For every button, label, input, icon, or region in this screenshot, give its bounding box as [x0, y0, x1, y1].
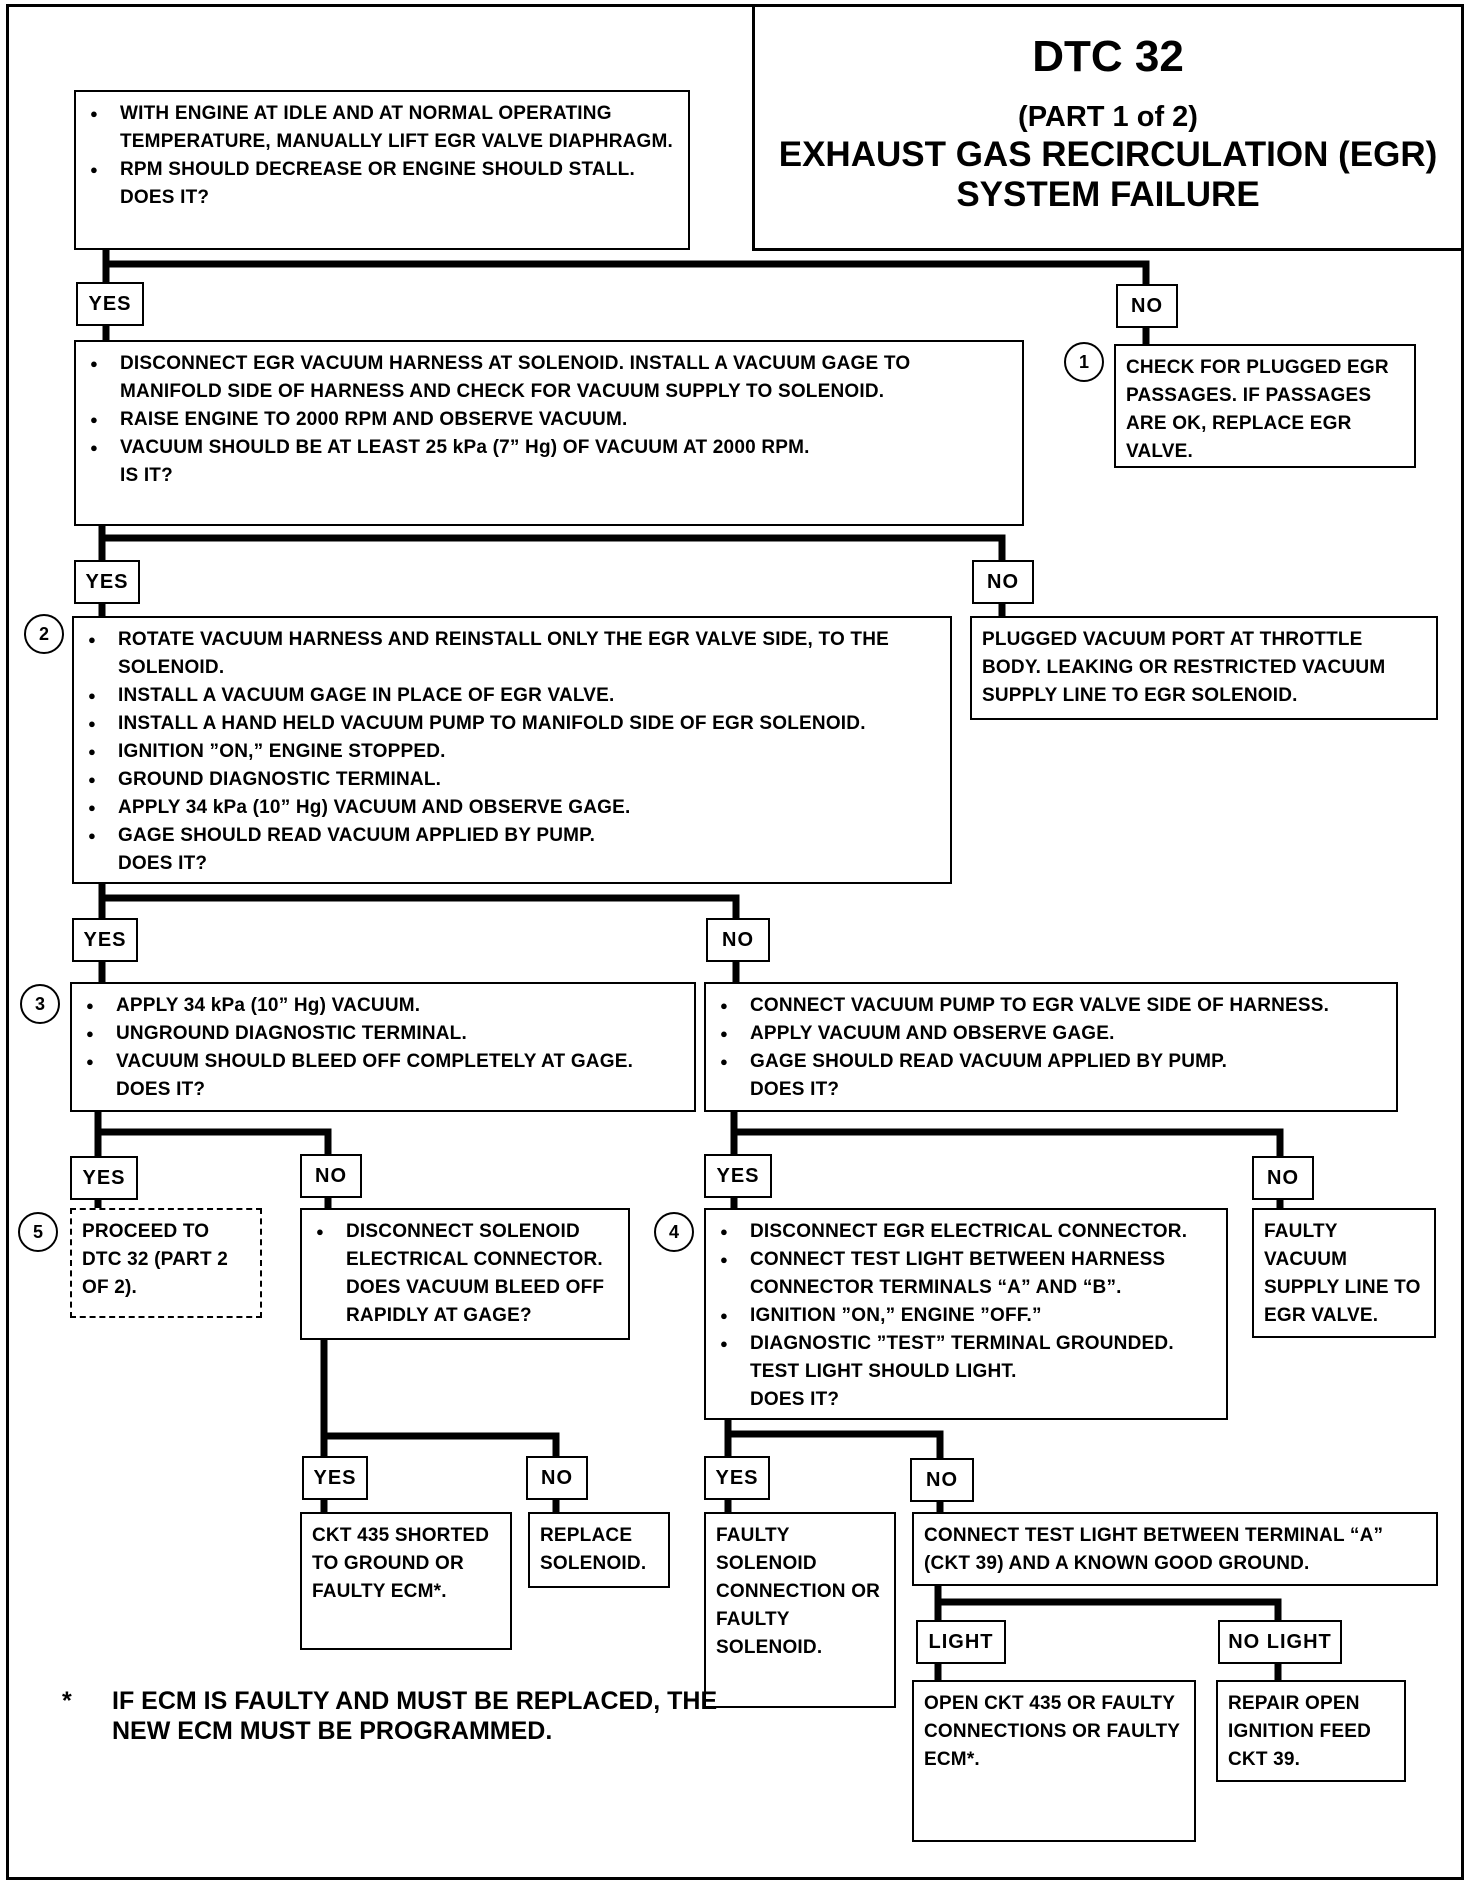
wire-pump — [734, 1112, 1280, 1158]
label-no: NO — [972, 560, 1034, 604]
list-item: ● RAISE ENGINE TO 2000 RPM AND OBSERVE VACUUM. — [86, 406, 1012, 434]
wire-check-vacuum — [102, 524, 1002, 562]
box-rotate-harness — [72, 616, 952, 884]
label-yes: YES — [704, 1456, 770, 1500]
title-block — [752, 5, 1461, 251]
list-item: ● APPLY VACUUM AND OBSERVE GAGE. — [716, 1020, 1386, 1048]
question: DOES IT? — [750, 1389, 840, 1410]
box-plugged-port — [970, 616, 1438, 720]
step-badge-4: 4 — [654, 1212, 694, 1252]
list-item: ● IGNITION ”ON,” ENGINE STOPPED. — [84, 738, 940, 766]
label-yes: YES — [302, 1456, 368, 1500]
box-repair-ignition — [1216, 1680, 1406, 1782]
result-text: OPEN CKT 435 OR FAULTY CONNECTIONS OR FAULTY ECM*. — [924, 1693, 1180, 1770]
label-yes: YES — [72, 918, 138, 962]
label-light: LIGHT — [916, 1620, 1006, 1664]
wire-disconnect-solenoid — [324, 1338, 556, 1458]
box-faulty-solenoid — [704, 1512, 896, 1708]
label-no: NO — [1116, 284, 1178, 328]
question: DOES IT? — [116, 1079, 206, 1100]
step-badge-5: 5 — [18, 1212, 58, 1252]
result-text: CHECK FOR PLUGGED EGR PASSAGES. IF PASSAGES ARE OK, REPLACE EGR VALVE. — [1126, 357, 1389, 462]
label-yes: YES — [76, 282, 144, 326]
box-connect-test-light — [912, 1512, 1438, 1586]
page-title: DTC 32 — [1032, 32, 1184, 81]
box-disconnect-egr-connector — [704, 1208, 1228, 1420]
list-item: ● DISCONNECT EGR VACUUM HARNESS AT SOLENOID. INSTALL A VACUUM GAGE TO MANIFOLD SIDE OF HARNESS AND CHECK FOR VACUUM SUPPLY TO SOLENOID. — [86, 350, 1012, 406]
list-item: ● DISCONNECT EGR ELECTRICAL CONNECTOR. — [716, 1218, 1220, 1246]
list-item: ● DIAGNOSTIC ”TEST” TERMINAL GROUNDED. TEST LIGHT SHOULD LIGHT. — [716, 1330, 1220, 1386]
result-text: CONNECT TEST LIGHT BETWEEN TERMINAL “A” (CKT 39) AND A KNOWN GOOD GROUND. — [924, 1525, 1384, 1574]
result-text: CKT 435 SHORTED TO GROUND OR FAULTY ECM*. — [312, 1525, 490, 1602]
list-item: ● GAGE SHOULD READ VACUUM APPLIED BY PUMP. — [716, 1048, 1386, 1076]
wire-apply — [98, 1112, 328, 1158]
list-item: ● WITH ENGINE AT IDLE AND AT NORMAL OPERATING TEMPERATURE, MANUALLY LIFT EGR VALVE DIAPHRAGM. — [86, 100, 678, 156]
list-item: ● ROTATE VACUUM HARNESS AND REINSTALL ONLY THE EGR VALVE SIDE, TO THE SOLENOID. — [84, 626, 940, 682]
list-item: ● INSTALL A VACUUM GAGE IN PLACE OF EGR VALVE. — [84, 682, 940, 710]
list-item: ● VACUUM SHOULD BLEED OFF COMPLETELY AT GAGE. — [82, 1048, 684, 1076]
list-item: ● APPLY 34 kPa (10” Hg) VACUUM. — [82, 992, 684, 1020]
result-text: FAULTY SOLENOID CONNECTION OR FAULTY SOLENOID. — [716, 1525, 881, 1658]
list-item: ● VACUUM SHOULD BE AT LEAST 25 kPa (7” Hg) OF VACUUM AT 2000 RPM. — [86, 434, 1012, 462]
label-no-light: NO LIGHT — [1218, 1620, 1342, 1664]
list-item: ● APPLY 34 kPa (10” Hg) VACUUM AND OBSERVE GAGE. — [84, 794, 940, 822]
box-proceed — [70, 1208, 262, 1318]
list-item: ● DISCONNECT SOLENOID ELECTRICAL CONNECTOR. DOES VACUUM BLEED OFF RAPIDLY AT GAGE? — [312, 1218, 622, 1330]
question: DOES IT? — [118, 853, 208, 874]
box-faulty-supply-line — [1252, 1208, 1436, 1338]
label-no: NO — [910, 1458, 974, 1502]
label-no: NO — [1252, 1156, 1314, 1200]
list-item: ● INSTALL A HAND HELD VACUUM PUMP TO MANIFOLD SIDE OF EGR SOLENOID. — [84, 710, 940, 738]
list-item: ● CONNECT TEST LIGHT BETWEEN HARNESS CONNECTOR TERMINALS “A” AND “B”. — [716, 1246, 1220, 1302]
box-check-vacuum — [74, 340, 1024, 526]
title-part: (PART 1 of 2) — [1018, 101, 1198, 133]
wire-rotate — [102, 882, 736, 920]
list-item: ● RPM SHOULD DECREASE OR ENGINE SHOULD STALL. — [86, 156, 678, 184]
label-no: NO — [526, 1456, 588, 1500]
result-text: PLUGGED VACUUM PORT AT THROTTLE BODY. LEAKING OR RESTRICTED VACUUM SUPPLY LINE TO EGR SOLENOID. — [982, 629, 1386, 706]
step-badge-1: 1 — [1064, 342, 1104, 382]
box-ckt435-shorted — [300, 1512, 512, 1650]
question: DOES IT? — [750, 1079, 840, 1100]
box-open-ckt435 — [912, 1680, 1196, 1842]
proceed-link: PROCEED TO DTC 32 (PART 2 OF 2). — [82, 1221, 229, 1298]
label-yes: YES — [704, 1154, 772, 1198]
title-line-2: SYSTEM FAILURE — [956, 175, 1260, 214]
list-item: ● UNGROUND DIAGNOSTIC TERMINAL. — [82, 1020, 684, 1048]
result-text: REPLACE SOLENOID. — [540, 1525, 647, 1574]
step-badge-2: 2 — [24, 614, 64, 654]
box-replace-solenoid — [528, 1512, 670, 1588]
list-item: ● GAGE SHOULD READ VACUUM APPLIED BY PUMP. — [84, 822, 940, 850]
box-plugged-egr — [1114, 344, 1416, 468]
label-no: NO — [300, 1154, 362, 1198]
wire-start — [106, 250, 1146, 286]
list-item: ● CONNECT VACUUM PUMP TO EGR VALVE SIDE OF HARNESS. — [716, 992, 1386, 1020]
wire-test-light — [938, 1584, 1278, 1622]
question: DOES IT? — [120, 187, 210, 208]
result-text: REPAIR OPEN IGNITION FEED CKT 39. — [1228, 1693, 1371, 1770]
list-item: ● IGNITION ”ON,” ENGINE ”OFF.” — [716, 1302, 1220, 1330]
box-start — [74, 90, 690, 250]
label-no: NO — [706, 918, 770, 962]
box-apply-vacuum — [70, 982, 696, 1112]
box-connect-pump — [704, 982, 1398, 1112]
footnote-marker: * — [62, 1687, 72, 1715]
result-text: FAULTY VACUUM SUPPLY LINE TO EGR VALVE. — [1264, 1221, 1421, 1326]
footnote — [62, 1686, 722, 1746]
question: IS IT? — [120, 465, 173, 486]
label-yes: YES — [74, 560, 140, 604]
label-yes: YES — [70, 1156, 138, 1200]
wire-egr-connector — [728, 1418, 940, 1460]
list-item: ● GROUND DIAGNOSTIC TERMINAL. — [84, 766, 940, 794]
step-badge-3: 3 — [20, 984, 60, 1024]
box-disconnect-solenoid — [300, 1208, 630, 1340]
title-line-1: EXHAUST GAS RECIRCULATION (EGR) — [778, 135, 1438, 174]
footnote-text: IF ECM IS FAULTY AND MUST BE REPLACED, THE NEW ECM MUST BE PROGRAMMED. — [112, 1687, 718, 1745]
